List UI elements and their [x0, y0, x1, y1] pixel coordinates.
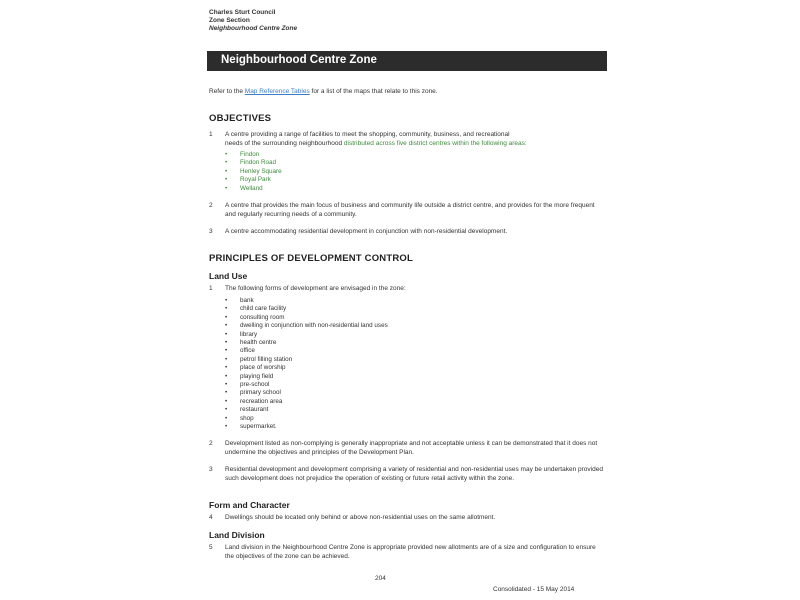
principle-2 [209, 440, 609, 458]
principle-text: Residential development and development comprising a variety of residential and non-residential uses may be undertaken provided such development does not prejudice the operation of existing or future retail activity within the zone. [225, 466, 603, 482]
objective-number: 2 [209, 202, 213, 209]
consolidated-date: Consolidated - 15 May 2014 [493, 586, 575, 593]
list-item: • office [225, 347, 255, 355]
form-character-heading: Form and Character [209, 500, 290, 510]
list-item: • primary school [225, 389, 281, 397]
principle-text: Land division in the Neighbourhood Centre Zone is appropriate provided new allotments are of a size and configuration to ensure the objectives of the zone can be achieved. [225, 544, 596, 560]
objective-text: A centre accommodating residential development in conjunction with non-residential development. [225, 228, 508, 235]
principle-number: 1 [209, 285, 213, 292]
list-item: • petrol filling station [225, 355, 293, 363]
principle-5 [209, 544, 609, 562]
list-item: • child care facility [225, 305, 287, 313]
principle-number: 2 [209, 440, 213, 447]
objective-2 [209, 202, 609, 220]
list-item: • supermarket. [225, 423, 277, 431]
refer-after: for a list of the maps that relate to this zone. [309, 88, 438, 95]
list-item: • place of worship [225, 364, 286, 372]
document-page [190, 0, 620, 600]
document-header [209, 9, 297, 33]
objective-3 [209, 228, 609, 237]
principle-number: 3 [209, 466, 213, 473]
list-item: • library [225, 330, 258, 338]
principle-3 [209, 466, 609, 493]
list-item: • Royal Park [225, 176, 271, 184]
header-section: Zone Section [209, 17, 250, 24]
list-item: • health centre [225, 339, 277, 347]
list-item: • recreation area [225, 397, 283, 405]
objective-text: A centre providing a range of facilities to meet the shopping, community, business, and recreational [225, 131, 510, 138]
list-item: • Welland [225, 184, 263, 192]
list-item: • consulting room [225, 313, 285, 321]
page-number: 204 [375, 575, 386, 582]
principles-heading: PRINCIPLES OF DEVELOPMENT CONTROL [209, 253, 413, 264]
header-council: Charles Sturt Council [209, 9, 276, 16]
principle-text: Dwellings should be located only behind or above non-residential uses on the same allotment. [225, 514, 496, 521]
land-division-heading: Land Division [209, 530, 265, 540]
list-item: • Henley Square [225, 167, 282, 175]
objective-number: 1 [209, 131, 213, 138]
list-item: • shop [225, 414, 254, 422]
principle-text: Development listed as non-complying is generally inappropriate and not acceptable unless it can be demonstrated that it does not undermine the objectives and principles of the Development Plan. [225, 440, 598, 456]
principle-1 [209, 285, 609, 294]
principle-number: 4 [209, 514, 213, 521]
list-item: • Findon Road [225, 159, 277, 167]
objectives-heading: OBJECTIVES [209, 113, 272, 124]
objective-text-green: distributed across five district centres within the following areas: [343, 139, 527, 147]
principle-4 [209, 514, 609, 523]
principle-number: 5 [209, 544, 213, 551]
land-use-heading: Land Use [209, 271, 248, 281]
title-banner [207, 51, 607, 71]
map-reference-tables-link[interactable]: Map Reference Tables [244, 88, 310, 95]
list-item: • restaurant [225, 406, 269, 414]
objective-text-plain: needs of the surrounding neighbourhood [225, 139, 344, 147]
objective-number: 3 [209, 228, 213, 235]
objective-1 [209, 131, 609, 149]
list-item: • pre-school [225, 381, 270, 389]
list-item: • dwelling in conjunction with non-residential land uses [225, 322, 388, 330]
header-zone: Neighbourhood Centre Zone [209, 25, 298, 32]
page-title: Neighbourhood Centre Zone [221, 54, 377, 66]
district-centres-list [225, 151, 282, 193]
list-item: • playing field [225, 372, 274, 380]
refer-before: Refer to the [209, 88, 245, 95]
list-item: • bank [225, 297, 254, 304]
refer-line [209, 88, 438, 95]
objective-text: A centre that provides the main focus of business and community life outside a district centre, and provides for the more frequent and regularly recurring needs of a community. [225, 202, 595, 218]
list-item: • Findon [225, 151, 260, 158]
principle-text: The following forms of development are envisaged in the zone: [225, 285, 406, 292]
envisaged-development-list [225, 297, 388, 432]
